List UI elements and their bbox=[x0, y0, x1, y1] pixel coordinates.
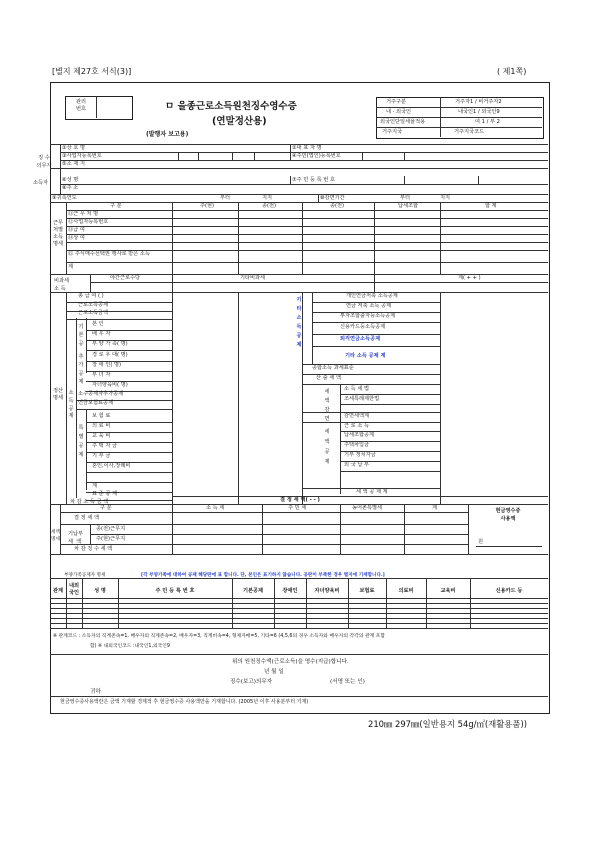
residence-value: 거주자1 / 비거주자2 bbox=[455, 99, 502, 105]
sign-payer: 징수(보고)의무자 bbox=[230, 679, 273, 685]
credit-row-3: 기부 정치자금 bbox=[344, 452, 376, 458]
computed-tax: 산 출 세 액 bbox=[316, 375, 341, 381]
tax-group-label: 세액 명세 bbox=[51, 530, 60, 542]
tax-row-determined: 결 정 세 액 bbox=[74, 515, 99, 521]
earner-regno: ⑦주 민 등 록 번 호 bbox=[292, 177, 335, 183]
nationality-label: 내 · 외국인 bbox=[386, 109, 411, 115]
credit-label: 세 액 공 제 bbox=[324, 429, 330, 465]
reduction-period-from: 부터 bbox=[400, 195, 411, 201]
family-col-header: 교육비 bbox=[440, 588, 456, 594]
form-subtitle: (연말정산용) bbox=[212, 116, 267, 127]
nationality-value: 내국인1 / 외국인9 bbox=[458, 109, 500, 115]
reduction-label: 세 액 감 면 bbox=[324, 389, 330, 423]
family-col-header: 자녀양육비 bbox=[314, 588, 340, 594]
family-col-header: 보험료 bbox=[359, 588, 375, 594]
settle-ded-pension: 연금보험료공제 bbox=[78, 400, 114, 406]
nontax-other: 기타비과세 bbox=[240, 275, 266, 281]
settle-ded-donation: 기 부 금 bbox=[92, 453, 111, 459]
settle-ded-medical: 의 료 비 bbox=[92, 423, 111, 429]
other-ded-row-3: 신용카드등소득공제 bbox=[340, 324, 386, 330]
settle-left-divider bbox=[86, 482, 172, 483]
final-tax: 결 정 세 액( - - ) bbox=[280, 497, 320, 503]
settle-ded-education: 교 육 비 bbox=[92, 433, 111, 439]
family-caption-note: [각 부양가족에 대하여 공제 해당란에 표 합니다. 단, 본인은 표기하지 않습니다. 공란이 부족한 경우 별지에 기재합니다.] bbox=[141, 573, 385, 578]
credit-row-0: 근 로 소 득 bbox=[344, 423, 369, 429]
work-row-total: 계 bbox=[68, 264, 74, 270]
receipt-date: 년 월 일 bbox=[264, 669, 284, 675]
reduction-row-1: 조세특례제한법 bbox=[344, 396, 380, 402]
tax-row-prev-work: 종(전)근무지 bbox=[96, 526, 126, 532]
work-row-name: ⑪근 무 처 명 bbox=[68, 211, 99, 217]
residence-label: 거주구분 bbox=[386, 99, 407, 105]
settle-earned-income-amount: 근로소득금액 bbox=[78, 310, 109, 316]
settle-earned-income-deduction: 근로소득공제 bbox=[78, 302, 109, 308]
work-col-prev1: 종(전) bbox=[262, 203, 277, 209]
reduction-total: 감면세액계 bbox=[344, 413, 370, 419]
footer-note: 현금영수증사용액란은 금액 기재할 경제적 후 현금영수증 사용액만을 기재합니다. (2005년 이후 사용분부터 기재) bbox=[60, 699, 309, 705]
payer-bizno: ③사업자등록번호 bbox=[62, 153, 102, 159]
work-row-stock: ⑮ 주식매수선택권 행사로 받은 소득 bbox=[68, 251, 150, 257]
earner-address: ⑧주 소 bbox=[62, 185, 79, 191]
special-deduction-side: 특 별 공 제 bbox=[78, 425, 84, 458]
relation-code-note: ※ 관계코드 : 소득자의 직계존속=1, 배우자의 직계존속=2, 배우자=3, 직계비속=4, 형제자매=5, 기타=6 (4,5,6의 경우 소득자와 배우자의 각각의 관계 포함 bbox=[53, 634, 386, 639]
credit-row-4: 외 국 납 부 bbox=[344, 462, 369, 468]
reduction-period-label: ⑩감면기간 bbox=[320, 195, 345, 201]
earner-group-label: 소득자 bbox=[33, 180, 49, 186]
credit-total: 세 액 공 제 계 bbox=[356, 489, 388, 495]
family-caption: 부양가족공제자 명세 bbox=[64, 573, 106, 578]
work-row-bonus: ⑭상 여 bbox=[68, 235, 85, 241]
family-row bbox=[50, 628, 548, 629]
period-to: 지지 bbox=[262, 195, 273, 201]
work-row-salary: ⑬급 여 bbox=[68, 227, 85, 233]
cash-receipt-won: 원 bbox=[478, 539, 484, 545]
payer-regno: ④주민(법인)등록번호 bbox=[292, 153, 341, 159]
other-ded-row-0: 개인연금저축 소득공제 bbox=[346, 293, 398, 299]
family-row bbox=[50, 603, 548, 604]
period-from: 부터 bbox=[220, 195, 231, 201]
paper-size: 210㎜ 297㎜(일반용지 54g/㎡(재활용품)) bbox=[368, 719, 528, 729]
other-deduction-label: 기 타 소 득 공 제 bbox=[296, 297, 302, 349]
nontax-label: 비과세 소 득 bbox=[54, 278, 70, 293]
receipt-statement: 위의 원천징수액(근로소득)을 영수(지급)합니다. bbox=[232, 659, 349, 665]
flat-rate-label: 외국인단일세율적용 bbox=[380, 119, 426, 125]
period-label: ⑨귀속연도 bbox=[52, 195, 77, 201]
mgmt-label: 관리 번호 bbox=[75, 99, 87, 113]
work-col-total: 합 계 bbox=[485, 203, 497, 209]
settle-ded-small-family: 소수공제자추가공제 bbox=[78, 391, 124, 397]
settle-ded-wedding-moving: 혼인,이사,장례비 bbox=[92, 463, 131, 469]
family-row bbox=[50, 618, 548, 619]
tax-row-main-work: 주(현)근무지 bbox=[96, 536, 126, 542]
sign-to: 귀하 bbox=[90, 689, 101, 695]
settle-ded-dependents: 부 양 가 족( 명) bbox=[92, 341, 128, 347]
income-deduction-side: 소 득 공 제 bbox=[68, 390, 74, 420]
nontax-night: 야간근로수당 bbox=[110, 275, 141, 281]
settle-total-salary: 총 급 여 ( ) bbox=[78, 293, 104, 299]
nontax-total: 계( + + ) bbox=[458, 275, 481, 281]
credit-row-1: 납세조합공제 bbox=[344, 432, 375, 438]
form-number: [별지 제27호 서식(3)] bbox=[52, 67, 132, 76]
basic-deduction-side: 기 본 공 bbox=[78, 324, 84, 347]
sign-seal: (서명 또는 인) bbox=[330, 679, 365, 685]
family-col-header: 주 민 등 록 번 호 bbox=[155, 588, 195, 594]
other-ded-row-4: 퇴직연금소득공제 bbox=[340, 336, 381, 342]
other-ded-row-2: 투자조합출자등소득공제 bbox=[340, 313, 396, 319]
settle-ded-insurance: 보 험 료 bbox=[92, 413, 111, 419]
work-group-label: 근무 처별 소득 명세 bbox=[52, 220, 64, 248]
family-col-header: 신용카드 등 bbox=[495, 588, 523, 594]
flat-rate-value: 여 1 / 부 2 bbox=[475, 119, 500, 125]
settle-ded-elderly: 경 로 우 대( 명) bbox=[92, 352, 128, 358]
work-col-main: 주(현) bbox=[200, 203, 215, 209]
settle-ded-disabled: 장 애 인( 명) bbox=[92, 362, 122, 368]
settle-special-total: 계 bbox=[92, 483, 98, 489]
family-col-header: 기본공제 bbox=[242, 588, 264, 594]
settle-ded-self: 본 인 bbox=[92, 321, 104, 327]
settle-standard-deduction: 표 준 공 제 bbox=[92, 491, 117, 497]
family-col-header: 성 명 bbox=[94, 588, 106, 594]
form-title: ㅁ 을종근로소득원천징수영수증 bbox=[165, 101, 297, 112]
page-number: ( 제1쪽) bbox=[497, 67, 527, 76]
work-col-union: 납세조합 bbox=[398, 203, 419, 209]
family-col-header: 내외 국인 bbox=[68, 583, 80, 596]
family-col-header: 관계 bbox=[52, 588, 64, 594]
settle-left-divider bbox=[76, 409, 172, 410]
tax-col-kind: 구 분 bbox=[100, 505, 112, 511]
reduction-period-to: 지지 bbox=[440, 195, 451, 201]
form-note: (발행자 보고용) bbox=[146, 131, 189, 138]
tax-col-rural: 농어촌특별세 bbox=[352, 505, 383, 511]
tax-row-paid: 기납부 세 액 bbox=[68, 531, 84, 546]
family-col-header: 장애인 bbox=[282, 588, 298, 594]
payer-group-label: 징 수 의무자 bbox=[36, 155, 52, 170]
settle-ded-spouse: 배 우 자 bbox=[92, 331, 111, 337]
cash-receipt-label: 현금영수증 사용액 bbox=[495, 508, 521, 522]
settle-net-income: 차 감 소 득 금 액 bbox=[70, 499, 109, 505]
settle-left-divider bbox=[86, 350, 172, 351]
family-row bbox=[50, 608, 548, 609]
settle-left-divider bbox=[66, 319, 172, 320]
tax-base: 종합소득 과세표준 bbox=[312, 365, 354, 371]
other-ded-total: 기타 소득 공제 계 bbox=[345, 353, 386, 359]
settle-group-label: 정산 명세 bbox=[52, 388, 64, 402]
payer-rep: ②대 표 자 명 bbox=[292, 145, 322, 151]
other-ded-row-1: 연금 저축 소득 공제 bbox=[346, 303, 392, 309]
settle-ded-female: 부 녀 자 bbox=[92, 372, 111, 378]
family-row bbox=[50, 623, 548, 624]
work-row-bizno: ⑫사업자등록번호 bbox=[68, 219, 109, 225]
tax-col-resident: 주 민 세 bbox=[288, 505, 307, 511]
earner-name: ⑥성 명 bbox=[62, 177, 79, 183]
residence-country-code: 거주지국코드 bbox=[454, 129, 485, 135]
work-col-kind: 구 분 bbox=[110, 203, 122, 209]
payer-name: ①상 호 명 bbox=[62, 145, 85, 151]
family-col-header: 의료비 bbox=[398, 588, 414, 594]
credit-row-2: 주택차입금 bbox=[344, 442, 370, 448]
reduction-row-0: 소 득 세 법 bbox=[344, 386, 369, 392]
residence-country-label: 거주지국 bbox=[382, 129, 403, 135]
work-col-prev2: 종(전) bbox=[330, 203, 345, 209]
settle-ded-childcare: 자녀양육비( 명) bbox=[92, 382, 128, 388]
additional-deduction-side: 추 가 공 제 bbox=[78, 354, 84, 385]
tax-col-total: 계 bbox=[432, 505, 438, 511]
tax-col-income: 소 득 세 bbox=[206, 505, 225, 511]
family-row bbox=[50, 613, 548, 614]
nationality-code-note: 함) ※ 내외국인코드 :내국인1,외국인9 bbox=[90, 644, 170, 649]
settle-left-divider bbox=[86, 472, 172, 473]
tax-row-net: 차 감 징 수 세 액 bbox=[74, 546, 113, 552]
payer-address: ⑤소 재 지 bbox=[62, 161, 85, 167]
settle-ded-housing: 주 택 자 금 bbox=[92, 443, 117, 449]
